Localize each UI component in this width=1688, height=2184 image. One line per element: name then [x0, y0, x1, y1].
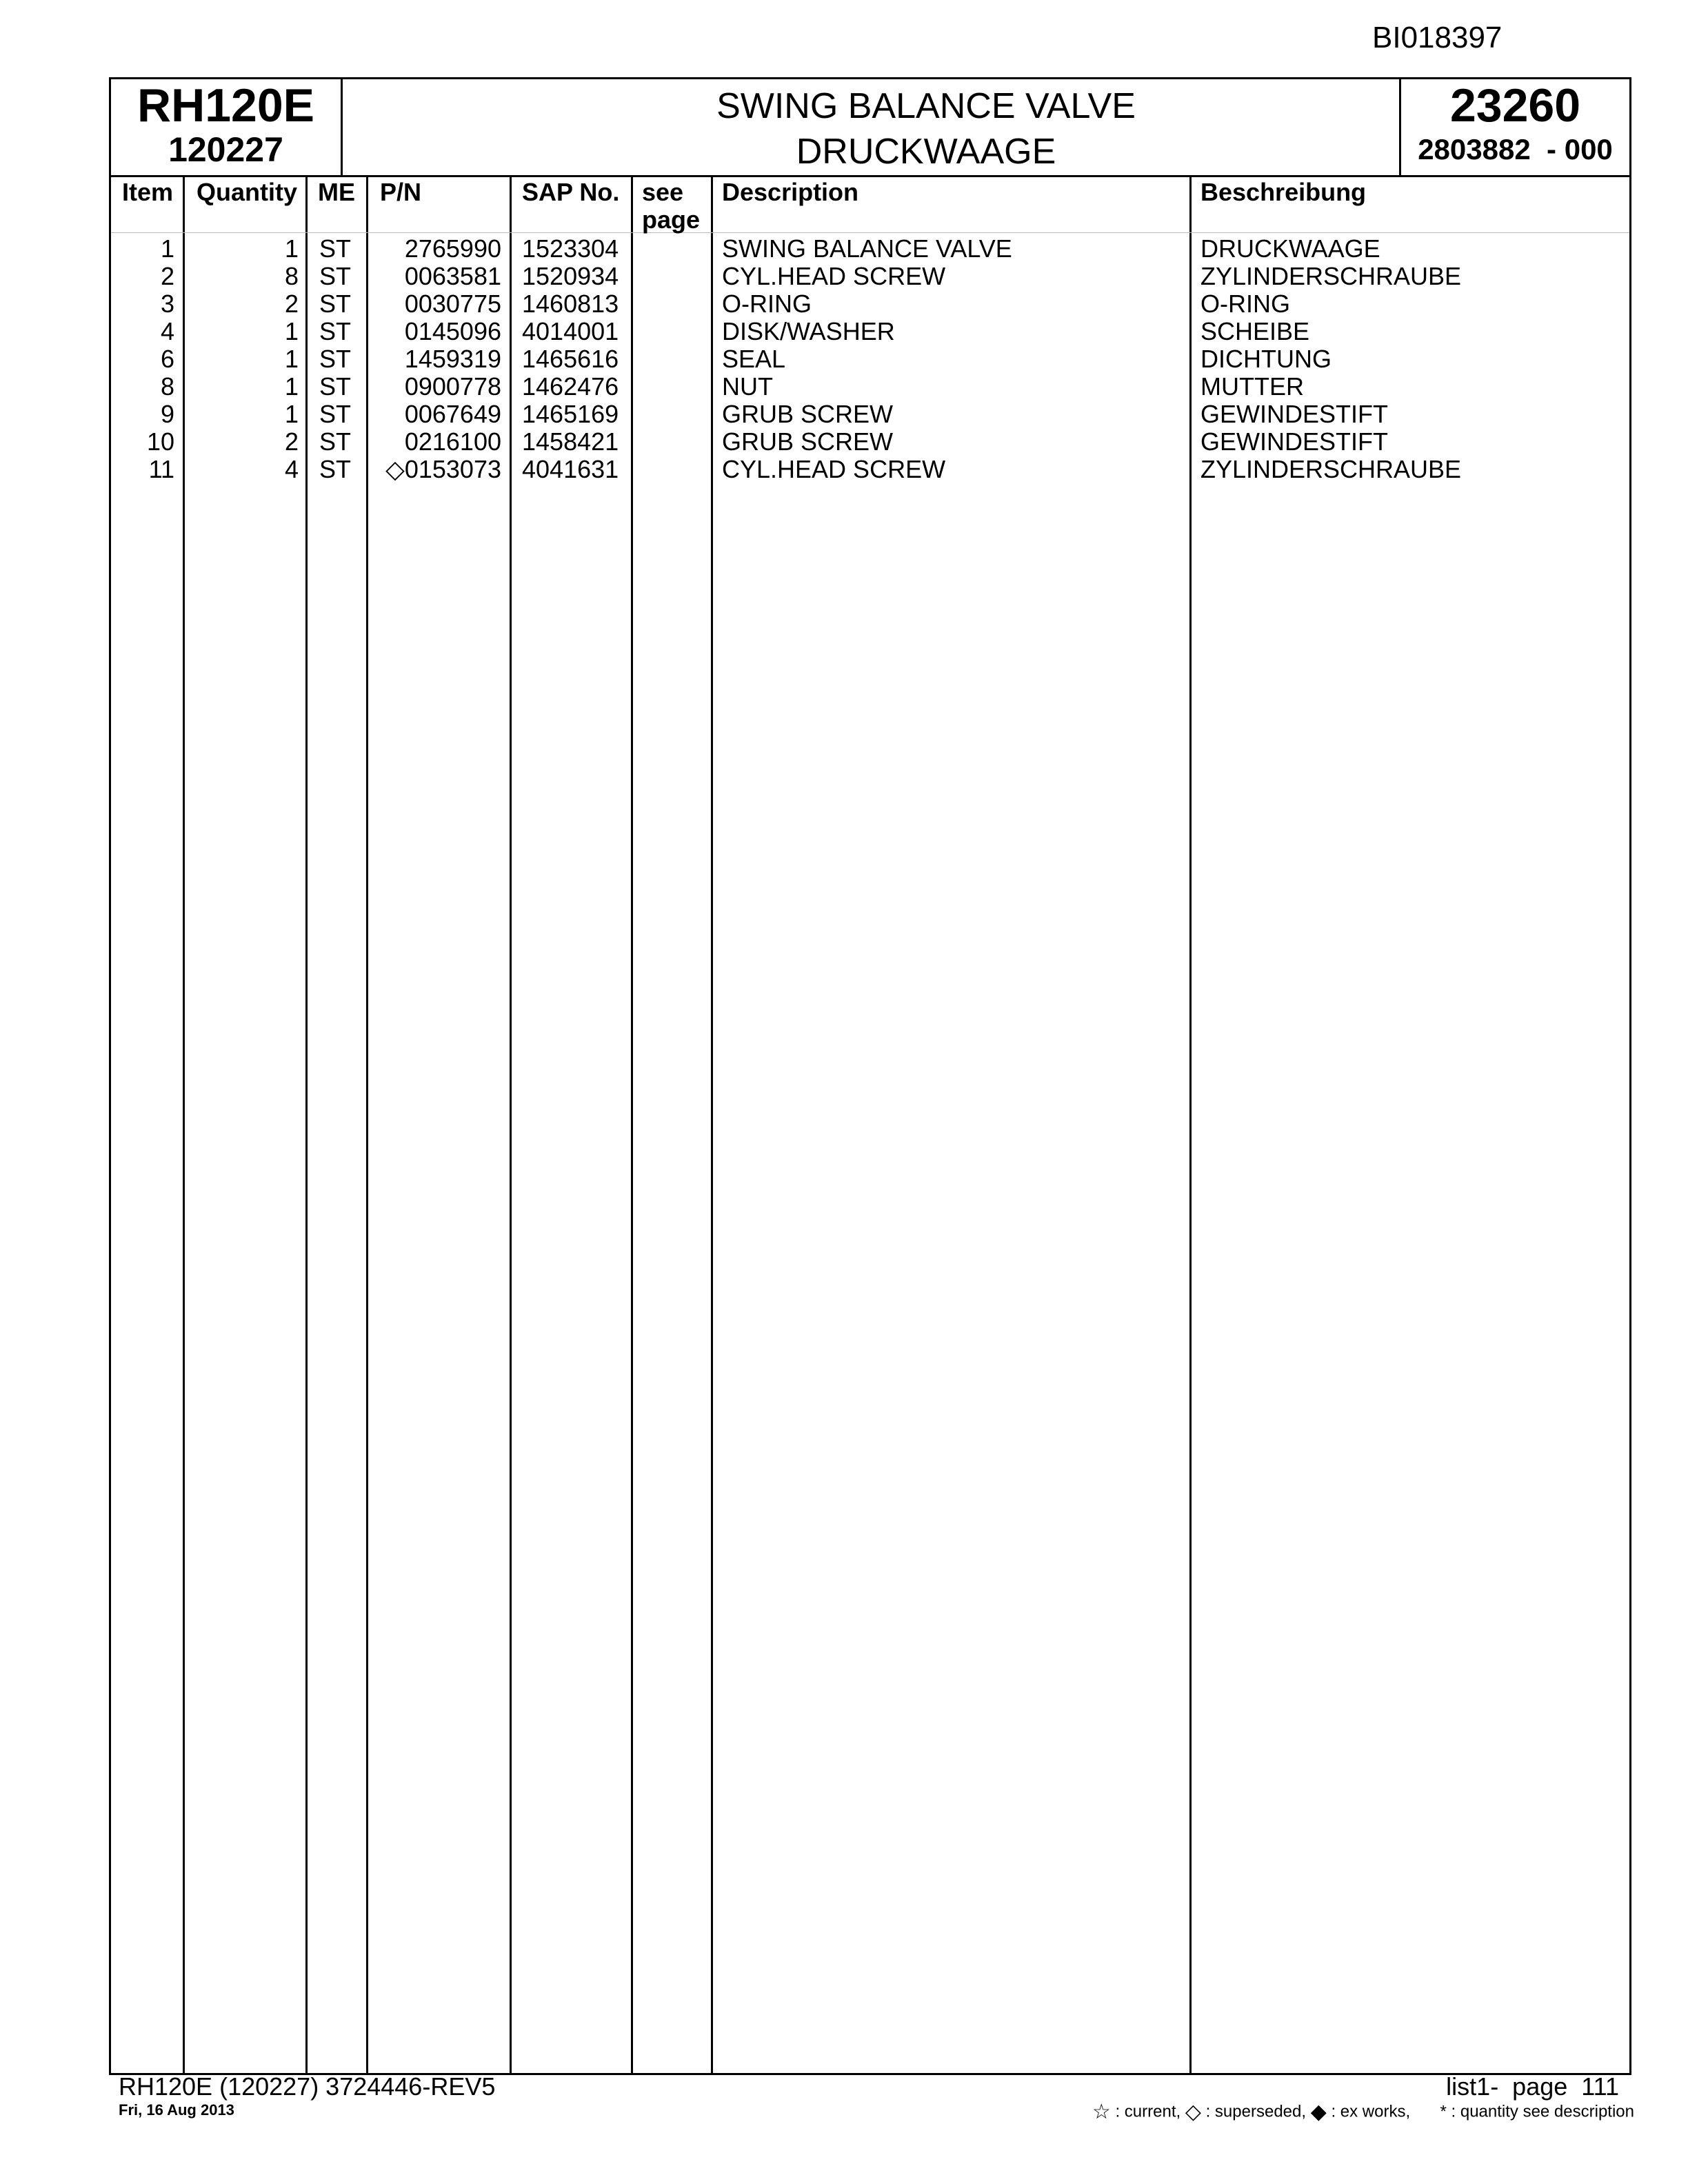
parts-list-frame — [109, 77, 1631, 2075]
title-german: DRUCKWAAGE — [796, 132, 1056, 172]
cell-part-number: 0030775 — [404, 290, 501, 318]
cell-description: NUT — [722, 372, 773, 401]
col-rule — [711, 177, 713, 2073]
cell-part-number: 0063581 — [404, 262, 501, 290]
footer-document-reference: RH120E (120227) 3724446-REV5 — [119, 2072, 496, 2101]
cell-sap-number: 1520934 — [522, 262, 619, 290]
column-header-quantity: Quantity — [197, 178, 298, 206]
cell-description: GRUB SCREW — [722, 427, 894, 456]
cell-quantity: 1 — [284, 372, 299, 401]
cell-beschreibung: ZYLINDERSCHRAUBE — [1200, 262, 1462, 290]
legend-quantity-note: * : quantity see description — [1440, 2102, 1634, 2121]
group-block — [1399, 79, 1629, 175]
column-header-description: Description — [722, 178, 859, 206]
cell-description: DISK/WASHER — [722, 317, 895, 345]
cell-quantity: 2 — [284, 290, 299, 318]
cell-sap-number: 1523304 — [522, 234, 619, 263]
cell-sap-number: 1465616 — [522, 345, 619, 373]
cell-item: 8 — [160, 372, 174, 401]
column-header-see-page — [642, 179, 700, 234]
cell-part-number: 0216100 — [404, 427, 501, 456]
model-block — [111, 79, 343, 175]
cell-quantity: 2 — [284, 427, 299, 456]
cell-part-number: 0900778 — [404, 372, 501, 401]
cell-quantity: 1 — [284, 234, 299, 263]
serial-number: 120227 — [168, 130, 283, 169]
cell-sap-number: 1465169 — [522, 400, 619, 428]
cell-beschreibung: ZYLINDERSCHRAUBE — [1200, 455, 1462, 483]
cell-quantity: 8 — [284, 262, 299, 290]
cell-item: 11 — [148, 455, 174, 483]
cell-beschreibung: DICHTUNG — [1200, 345, 1332, 373]
cell-beschreibung: GEWINDESTIFT — [1200, 427, 1388, 456]
cell-sap-number: 4014001 — [522, 317, 619, 345]
column-header-pn: P/N — [380, 178, 422, 206]
cell-item: 4 — [160, 317, 174, 345]
cell-item: 1 — [160, 234, 174, 263]
cell-beschreibung: GEWINDESTIFT — [1200, 400, 1388, 428]
cell-me: ST — [319, 262, 352, 290]
cell-item: 6 — [160, 345, 174, 373]
cell-description: SWING BALANCE VALVE — [722, 234, 1012, 263]
column-header-sap: SAP No. — [522, 178, 620, 206]
cell-quantity: 4 — [284, 455, 299, 483]
model-name: RH120E — [137, 79, 315, 132]
cell-part-number: 0145096 — [404, 317, 501, 345]
cell-quantity: 1 — [284, 345, 299, 373]
footer-date: Fri, 16 Aug 2013 — [119, 2101, 234, 2119]
title-block — [343, 79, 1509, 175]
footer-page-number: list1- page 111 — [1446, 2072, 1619, 2101]
title-english: SWING BALANCE VALVE — [716, 86, 1136, 126]
cell-description: CYL.HEAD SCREW — [722, 455, 946, 483]
cell-beschreibung: SCHEIBE — [1200, 317, 1310, 345]
col-rule — [366, 177, 368, 2073]
column-header-me: ME — [318, 178, 355, 206]
cell-me: ST — [319, 317, 352, 345]
cell-beschreibung: O-RING — [1200, 290, 1290, 318]
column-header-beschreibung: Beschreibung — [1200, 178, 1367, 206]
diamond-outline-icon: ◇ — [1185, 2101, 1201, 2123]
cell-item: 10 — [146, 427, 174, 456]
cell-item: 3 — [160, 290, 174, 318]
reference-number: 2803882 - 000 — [1418, 133, 1613, 165]
header-band — [111, 79, 1629, 177]
col-rule — [1189, 177, 1192, 2073]
cell-beschreibung: MUTTER — [1200, 372, 1304, 401]
legend-current: : current, — [1115, 2102, 1181, 2121]
cell-item: 9 — [160, 400, 174, 428]
cell-me: ST — [319, 345, 352, 373]
cell-sap-number: 1458421 — [522, 427, 619, 456]
cell-sap-number: 1460813 — [522, 290, 619, 318]
col-rule — [631, 177, 633, 2073]
document-id: BI018397 — [1372, 21, 1503, 54]
column-header-divider — [111, 232, 1629, 233]
cell-sap-number: 1462476 — [522, 372, 619, 401]
see-page-line-1: see — [642, 178, 684, 206]
cell-item: 2 — [160, 262, 174, 290]
legend-ex-works: : ex works, — [1331, 2102, 1411, 2121]
cell-description: SEAL — [722, 345, 786, 373]
cell-part-number: 0067649 — [404, 400, 501, 428]
cell-description: O-RING — [722, 290, 812, 318]
cell-me: ST — [319, 234, 352, 263]
cell-quantity: 1 — [284, 317, 299, 345]
cell-part-number: ◇0153073 — [385, 455, 501, 483]
col-rule — [510, 177, 512, 2073]
star-outline-icon: ☆ — [1092, 2101, 1111, 2123]
group-number: 23260 — [1449, 79, 1581, 132]
cell-description: GRUB SCREW — [722, 400, 894, 428]
cell-description: CYL.HEAD SCREW — [722, 262, 946, 290]
see-page-line-2: page — [642, 205, 701, 234]
cell-me: ST — [319, 427, 352, 456]
col-rule — [305, 177, 308, 2073]
symbol-legend — [1092, 2100, 1634, 2124]
cell-me: ST — [319, 372, 352, 401]
cell-sap-number: 4041631 — [522, 455, 619, 483]
column-header-item: Item — [122, 178, 174, 206]
legend-superseded: : superseded, — [1205, 2102, 1307, 2121]
cell-part-number: 2765990 — [404, 234, 501, 263]
cell-me: ST — [319, 290, 352, 318]
cell-quantity: 1 — [284, 400, 299, 428]
cell-part-number: 1459319 — [404, 345, 501, 373]
cell-me: ST — [319, 400, 352, 428]
diamond-filled-icon: ◆ — [1310, 2101, 1327, 2123]
cell-me: ST — [319, 455, 352, 483]
cell-beschreibung: DRUCKWAAGE — [1200, 234, 1380, 263]
